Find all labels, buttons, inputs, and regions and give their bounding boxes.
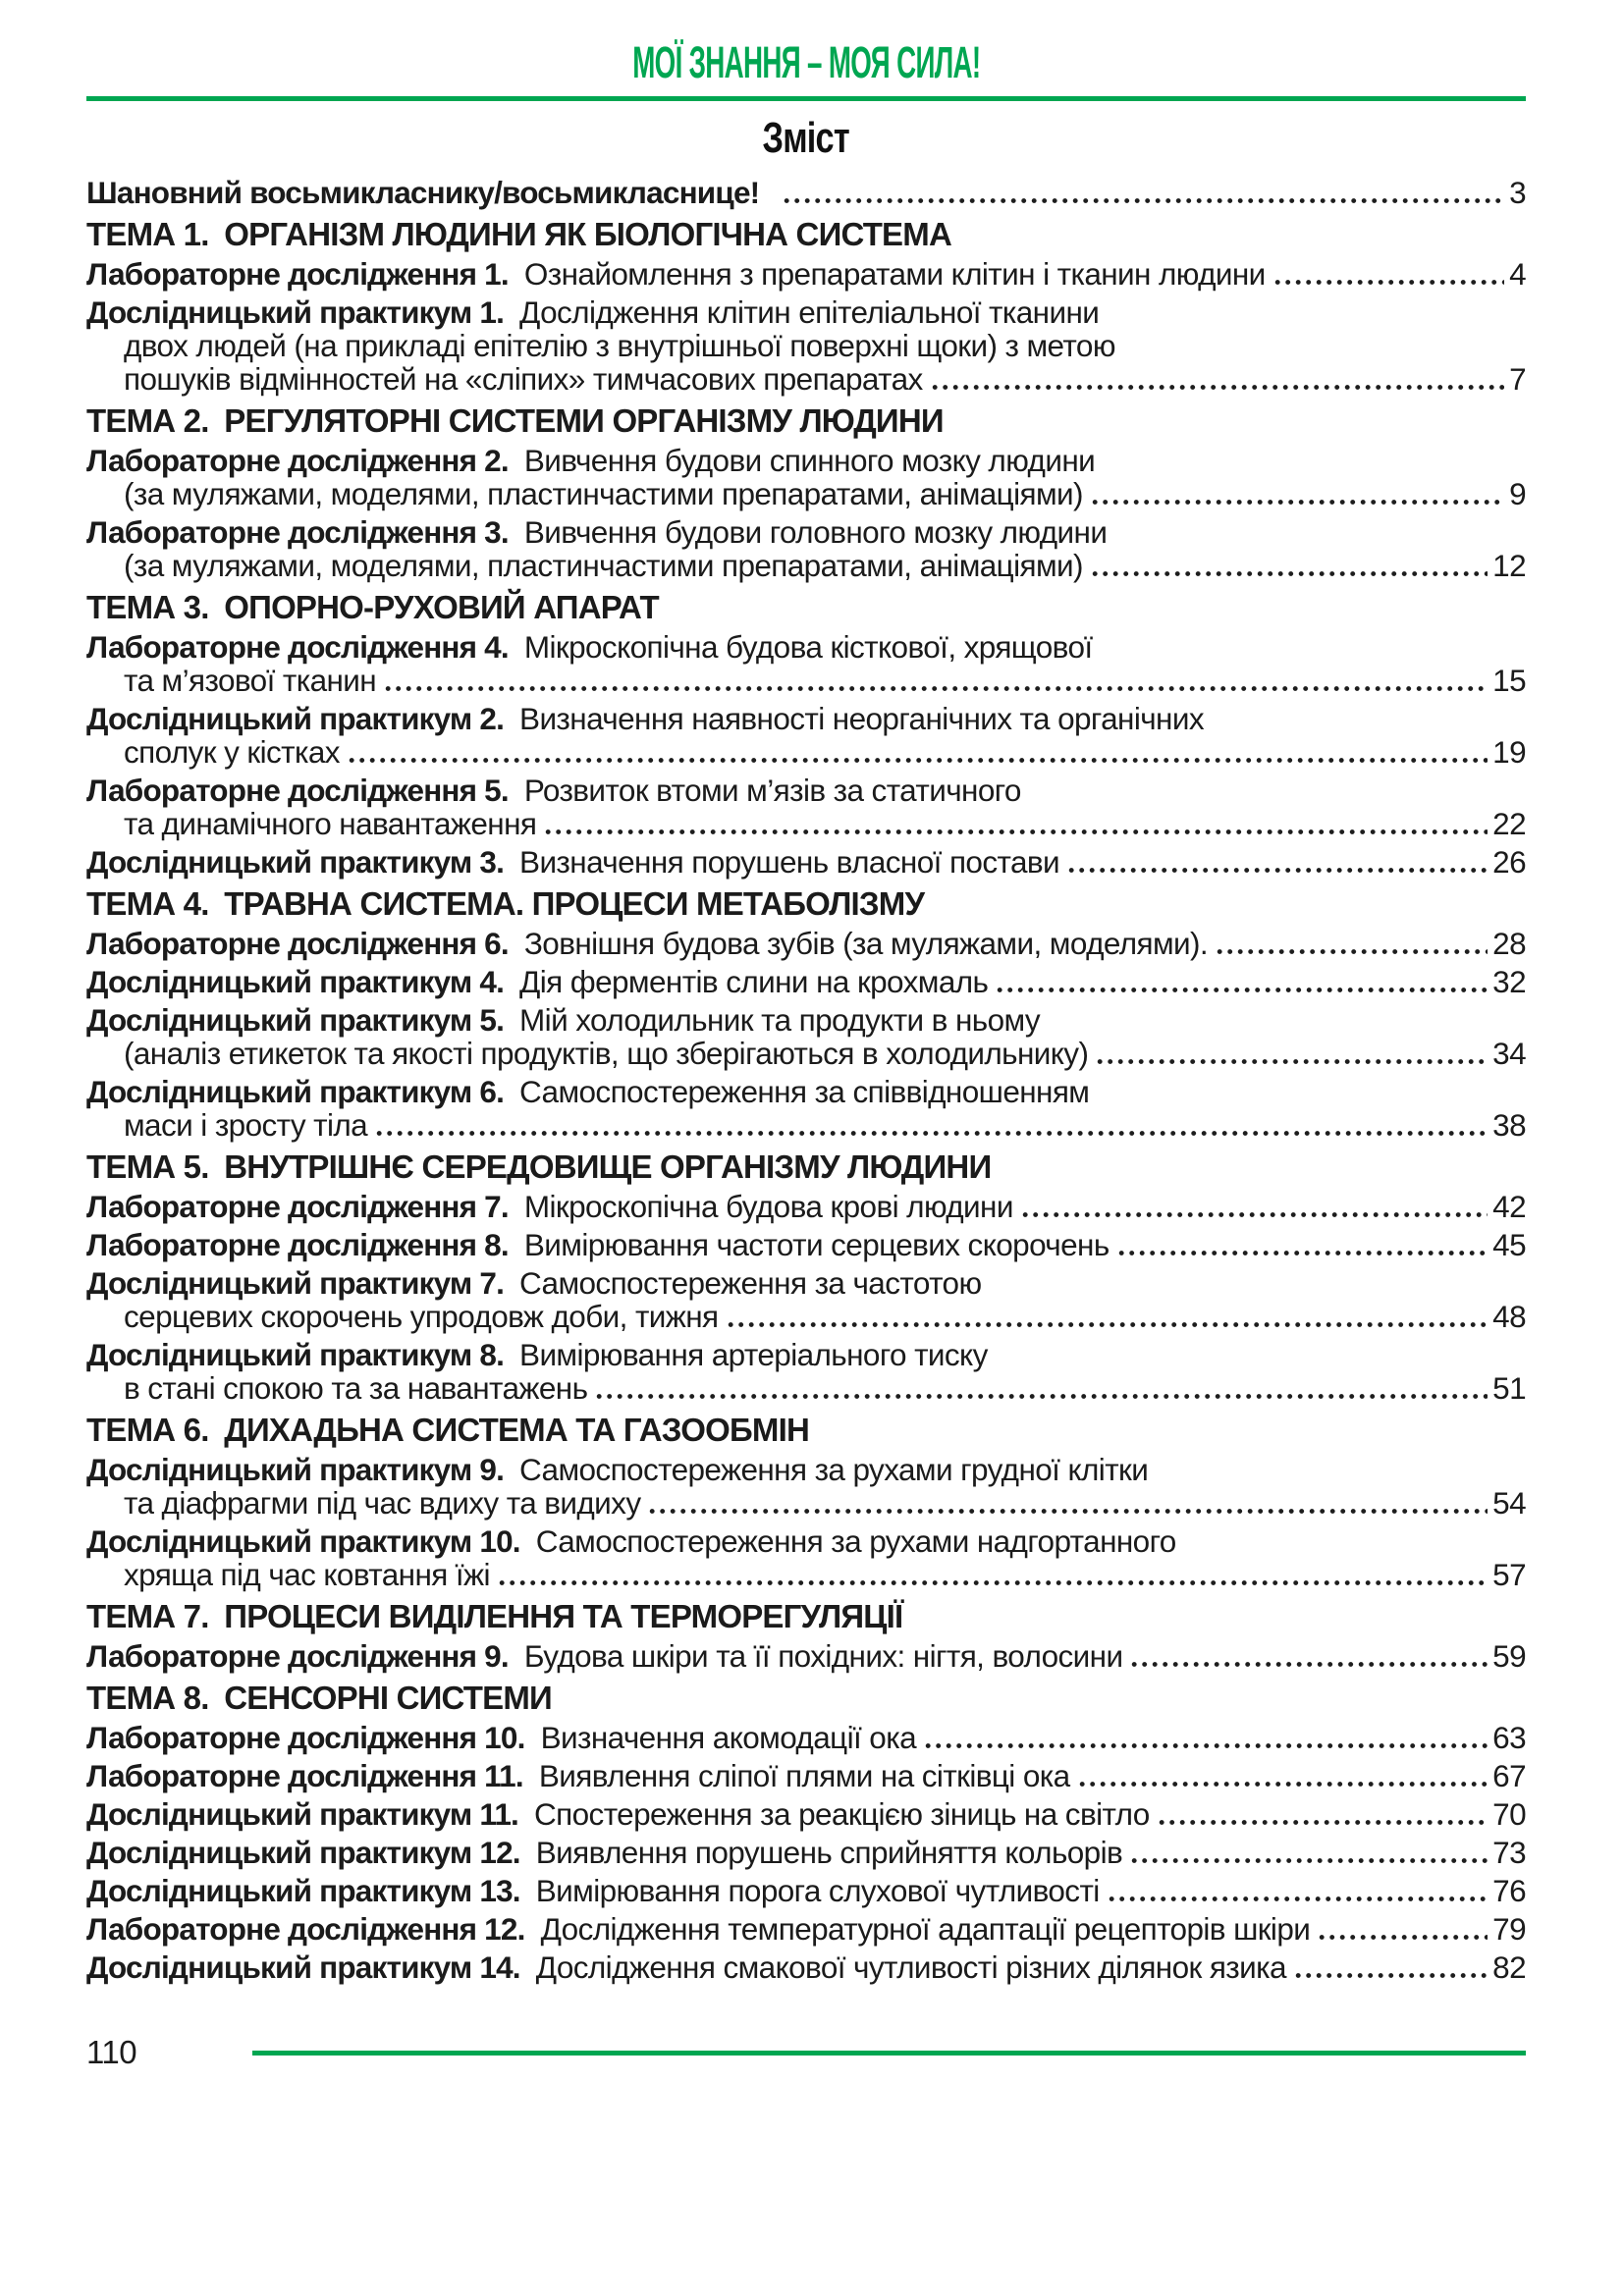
toc-label: Дослідницький практикум 11.	[86, 1796, 519, 1832]
toc-line	[86, 1874, 1526, 1907]
toc-line	[86, 1486, 1526, 1520]
toc-entry	[86, 1912, 1526, 1946]
toc-text: Дослідження клітин епітеліальної тканини	[519, 294, 1100, 330]
toc-page-number: 22	[1492, 806, 1526, 841]
toc-text: (аналіз етикеток та якості продуктів, що зберігаються в холодильнику)	[124, 1036, 1089, 1071]
toc-entry	[86, 1266, 1526, 1333]
toc-entry	[86, 515, 1526, 582]
toc-text: в стані спокою та за навантажень	[124, 1370, 588, 1406]
toc-label: Лабораторне дослідження 12.	[86, 1911, 525, 1947]
toc-page-number: 57	[1492, 1557, 1526, 1592]
title-row	[86, 115, 1526, 164]
toc-line	[86, 1371, 1526, 1405]
toc-page-number: 9	[1509, 476, 1526, 511]
toc-entry	[86, 1190, 1526, 1223]
toc-label: Лабораторне дослідження 1.	[86, 256, 509, 292]
toc-label: Дослідницький практикум 5.	[86, 1002, 505, 1038]
toc-label: Лабораторне дослідження 3.	[86, 514, 509, 550]
toc-line	[86, 257, 1526, 291]
toc-text: Мій холодильник та продукти в ньому	[519, 1002, 1041, 1038]
toc-leader	[545, 828, 1488, 835]
toc-page-number: 4	[1509, 256, 1526, 292]
toc-leader	[1295, 1972, 1488, 1979]
footer-rule	[252, 2051, 1526, 2056]
toc-label: Шановний восьмикласнику/восьмикласнице!	[86, 175, 760, 210]
toc-page-number: 12	[1492, 548, 1526, 583]
toc-entry	[86, 774, 1526, 840]
toc-text: Мікроскопічна будова крові людини	[523, 1189, 1013, 1224]
toc-entry	[86, 1453, 1526, 1520]
toc-leader	[1159, 1819, 1488, 1826]
toc-page-number: 76	[1492, 1873, 1526, 1908]
toc-text: пошуків відмінностей на «сліпих» тимчасових препаратах	[124, 361, 923, 397]
toc-text: та м’язової тканин	[124, 663, 377, 698]
toc-line	[86, 1300, 1526, 1333]
toc-page-number: 42	[1492, 1189, 1526, 1224]
toc-line	[86, 1797, 1526, 1831]
toc-text: Виявлення сліпої плями на сітківці ока	[538, 1758, 1070, 1793]
toc-label: Дослідницький практикум 4.	[86, 964, 505, 999]
toc-text: Дослідження температурної адаптації рецепторів шкіри	[540, 1911, 1311, 1947]
toc-page-number: 59	[1492, 1638, 1526, 1674]
toc-text: Самоспостереження за частотою	[519, 1265, 982, 1301]
toc-leader	[728, 1321, 1489, 1328]
toc-text: Спостереження за реакцією зіниць на світло	[534, 1796, 1150, 1832]
toc-line	[86, 1190, 1526, 1223]
toc-text: Вимірювання частоти серцевих скорочень	[523, 1227, 1110, 1262]
toc-line	[86, 549, 1526, 582]
toc-text: Зовнішня будова зубів (за муляжами, моделями).	[523, 926, 1209, 961]
toc-leader	[385, 685, 1488, 692]
toc-text: двох людей (на прикладі епітелію з внутрішньої поверхні щоки) з метою	[124, 328, 1115, 363]
toc-leader	[1079, 1781, 1489, 1788]
toc-line	[86, 1950, 1526, 1984]
toc-entry	[86, 1836, 1526, 1869]
toc-text: Будова шкіри та її похідних: нігтя, волосини	[523, 1638, 1123, 1674]
toc-page-number: 19	[1492, 734, 1526, 770]
toc-leader	[349, 757, 1488, 764]
header-slogan: МОЇ ЗНАННЯ – МОЯ СИЛА!	[631, 37, 981, 87]
toc-page-number: 26	[1492, 844, 1526, 880]
toc-text: та динамічного навантаження	[124, 806, 537, 841]
toc-section-heading: ТЕМА 1. ОРГАНІЗМ ЛЮДИНИ ЯК БІОЛОГІЧНА СИСТЕМА	[86, 216, 951, 252]
toc-line	[86, 444, 1526, 477]
toc-text: серцевих скорочень упродовж доби, тижня	[124, 1299, 719, 1334]
toc-section-heading: ТЕМА 2. РЕГУЛЯТОРНІ СИСТЕМИ ОРГАНІЗМУ ЛЮДИНИ	[86, 402, 944, 439]
toc-list	[86, 176, 1526, 1984]
toc-entry	[86, 1003, 1526, 1070]
toc-text: маси і зросту тіла	[124, 1107, 368, 1143]
toc-label: Лабораторне дослідження 9.	[86, 1638, 509, 1674]
toc-leader	[1109, 1896, 1488, 1902]
toc-text: Самоспостереження за рухами грудної клітки	[519, 1452, 1149, 1487]
toc-page-number: 34	[1492, 1036, 1526, 1071]
toc-text: та діафрагми під час вдиху та видиху	[124, 1485, 641, 1521]
toc-page-number: 51	[1492, 1370, 1526, 1406]
toc-page-number: 73	[1492, 1835, 1526, 1870]
toc-page-number: 7	[1509, 361, 1526, 397]
toc-leader	[376, 1130, 1488, 1137]
toc-line	[86, 927, 1526, 960]
toc-entry	[86, 845, 1526, 879]
toc-line	[86, 664, 1526, 697]
toc-label: Дослідницький практикум 8.	[86, 1337, 505, 1372]
toc-line	[86, 362, 1526, 396]
toc-label: Дослідницький практикум 13.	[86, 1873, 520, 1908]
toc-section-heading: ТЕМА 3. ОПОРНО-РУХОВИЙ АПАРАТ	[86, 589, 659, 625]
toc-line	[86, 702, 1526, 735]
toc-text: Визначення акомодації ока	[540, 1720, 916, 1755]
toc-entry	[86, 1338, 1526, 1405]
header-rule	[86, 96, 1526, 101]
toc-line	[86, 845, 1526, 879]
toc-section-heading: ТЕМА 5. ВНУТРІШНЄ СЕРЕДОВИЩЕ ОРГАНІЗМУ ЛЮДИНИ	[86, 1148, 992, 1185]
toc-text: Визначення порушень власної постави	[519, 844, 1059, 880]
toc-text: (за муляжами, моделями, пластинчастими препаратами, анімаціями)	[124, 548, 1083, 583]
toc-line	[86, 1266, 1526, 1300]
toc-label: Лабораторне дослідження 7.	[86, 1189, 509, 1224]
toc-label: Дослідницький практикум 9.	[86, 1452, 505, 1487]
toc-label: Лабораторне дослідження 8.	[86, 1227, 509, 1262]
toc-entry	[86, 257, 1526, 291]
toc-line	[86, 1721, 1526, 1754]
toc-text: Самоспостереження за рухами надгортанного	[535, 1523, 1176, 1559]
toc-line	[86, 630, 1526, 664]
toc-line	[86, 477, 1526, 510]
toc-line	[86, 965, 1526, 998]
toc-line	[86, 176, 1526, 209]
footer	[86, 2034, 1526, 2071]
toc-section-heading: ТЕМА 6. ДИХАДЬНА СИСТЕМА ТА ГАЗООБМІН	[86, 1412, 809, 1448]
toc-page-number: 67	[1492, 1758, 1526, 1793]
toc-entry	[86, 1075, 1526, 1142]
toc-text: Визначення наявності неорганічних та органічних	[519, 701, 1204, 736]
toc-line	[86, 329, 1526, 362]
toc-line	[86, 1524, 1526, 1558]
toc-label: Дослідницький практикум 14.	[86, 1949, 520, 1985]
toc-text: Вивчення будови спинного мозку людини	[523, 443, 1096, 478]
toc-entry	[86, 444, 1526, 510]
toc-label: Лабораторне дослідження 6.	[86, 926, 509, 961]
toc-entry	[86, 295, 1526, 396]
toc-page-number: 79	[1492, 1911, 1526, 1947]
toc-leader	[1022, 1211, 1488, 1218]
toc-leader	[925, 1742, 1488, 1749]
toc-entry	[86, 1874, 1526, 1907]
toc-leader	[1319, 1934, 1488, 1941]
toc-section-heading: ТЕМА 8. СЕНСОРНІ СИСТЕМИ	[86, 1680, 552, 1716]
toc-leader	[997, 987, 1488, 993]
toc-label: Дослідницький практикум 6.	[86, 1074, 505, 1109]
toc-entry	[86, 1228, 1526, 1261]
toc-line	[86, 1759, 1526, 1792]
toc-line	[86, 1075, 1526, 1108]
toc-entry	[86, 1721, 1526, 1754]
toc-page-number: 38	[1492, 1107, 1526, 1143]
toc-page-number: 54	[1492, 1485, 1526, 1521]
footer-page-number: 110	[86, 2034, 137, 2070]
toc-text: Виявлення порушень сприйняття кольорів	[535, 1835, 1123, 1870]
toc-page-number: 45	[1492, 1227, 1526, 1262]
toc-label: Дослідницький практикум 1.	[86, 294, 505, 330]
toc-leader	[1092, 499, 1504, 506]
toc-line	[86, 1836, 1526, 1869]
toc-line	[86, 1558, 1526, 1591]
toc-text: сполук у кістках	[124, 734, 340, 770]
toc-line	[86, 1228, 1526, 1261]
toc-text: Самоспостереження за співвідношенням	[519, 1074, 1090, 1109]
toc-label: Дослідницький практикум 2.	[86, 701, 505, 736]
toc-page-number: 28	[1492, 926, 1526, 961]
toc-leader	[1274, 279, 1504, 286]
toc-text: Дослідження смакової чутливості різних ділянок язика	[535, 1949, 1286, 1985]
toc-entry	[86, 1797, 1526, 1831]
toc-leader	[1118, 1250, 1489, 1256]
toc-leader	[1097, 1058, 1488, 1065]
toc-line	[86, 807, 1526, 840]
toc-entry	[86, 965, 1526, 998]
toc-entry	[86, 1524, 1526, 1591]
toc-entry	[86, 176, 1526, 209]
toc-label: Лабораторне дослідження 11.	[86, 1758, 523, 1793]
toc-leader	[1131, 1857, 1488, 1864]
toc-leader	[649, 1508, 1488, 1515]
toc-leader	[1068, 867, 1488, 874]
toc-entry	[86, 1759, 1526, 1792]
toc-entry	[86, 1639, 1526, 1673]
toc-line	[86, 1108, 1526, 1142]
toc-line	[86, 735, 1526, 769]
toc-text: хряща під час ковтання їжі	[124, 1557, 490, 1592]
toc-page-number: 15	[1492, 663, 1526, 698]
toc-line	[86, 774, 1526, 807]
toc-leader	[596, 1393, 1488, 1400]
toc-label: Лабораторне дослідження 10.	[86, 1720, 525, 1755]
toc-label: Лабораторне дослідження 2.	[86, 443, 509, 478]
toc-section-heading: ТЕМА 4. ТРАВНА СИСТЕМА. ПРОЦЕСИ МЕТАБОЛІЗМУ	[86, 885, 925, 922]
toc-label: Дослідницький практикум 12.	[86, 1835, 520, 1870]
toc-line	[86, 1453, 1526, 1486]
toc-label: Лабораторне дослідження 4.	[86, 629, 509, 665]
toc-entry	[86, 630, 1526, 697]
toc-leader	[1092, 570, 1488, 577]
toc-line	[86, 1003, 1526, 1037]
toc-page-number: 32	[1492, 964, 1526, 999]
toc-line	[86, 1037, 1526, 1070]
toc-leader	[932, 384, 1504, 391]
header	[86, 39, 1526, 90]
toc-line	[86, 1912, 1526, 1946]
toc-leader	[784, 197, 1504, 204]
toc-leader	[499, 1579, 1488, 1586]
toc-text: Ознайомлення з препаратами клітин і тканин людини	[523, 256, 1266, 292]
toc-label: Дослідницький практикум 3.	[86, 844, 505, 880]
toc-page-number: 82	[1492, 1949, 1526, 1985]
toc-line	[86, 295, 1526, 329]
toc-line	[86, 515, 1526, 549]
toc-leader	[1131, 1661, 1488, 1668]
toc-entry	[86, 927, 1526, 960]
toc-line	[86, 1338, 1526, 1371]
toc-page-number: 3	[1509, 175, 1526, 210]
toc-page-number: 70	[1492, 1796, 1526, 1832]
toc-page-number: 48	[1492, 1299, 1526, 1334]
toc-label: Лабораторне дослідження 5.	[86, 773, 509, 808]
toc-text: Дія ферментів слини на крохмаль	[519, 964, 989, 999]
toc-text: (за муляжами, моделями, пластинчастими препаратами, анімаціями)	[124, 476, 1083, 511]
toc-text: Вивчення будови головного мозку людини	[523, 514, 1108, 550]
toc-page-number: 63	[1492, 1720, 1526, 1755]
toc-entry	[86, 1950, 1526, 1984]
toc-label: Дослідницький практикум 7.	[86, 1265, 505, 1301]
toc-entry	[86, 702, 1526, 769]
page-title: Зміст	[762, 114, 850, 162]
toc-text: Вимірювання артеріального тиску	[519, 1337, 988, 1372]
toc-line	[86, 1639, 1526, 1673]
toc-section-heading: ТЕМА 7. ПРОЦЕСИ ВИДІЛЕННЯ ТА ТЕРМОРЕГУЛЯЦІЇ	[86, 1598, 903, 1634]
toc-leader	[1217, 948, 1488, 955]
toc-text: Розвиток втоми м’язів за статичного	[523, 773, 1021, 808]
toc-label: Дослідницький практикум 10.	[86, 1523, 520, 1559]
toc-text: Вимірювання порога слухової чутливості	[535, 1873, 1100, 1908]
toc-text: Мікроскопічна будова кісткової, хрящової	[523, 629, 1093, 665]
